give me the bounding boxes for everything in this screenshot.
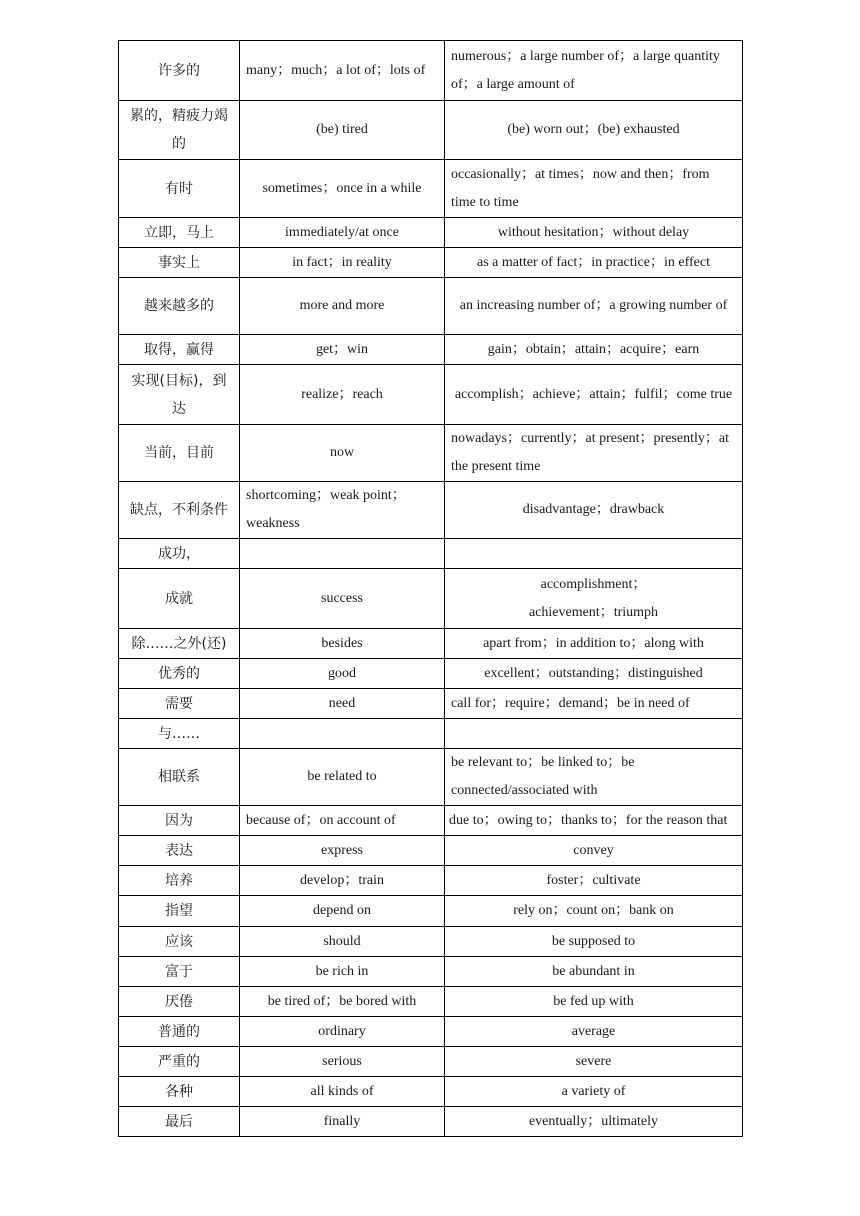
advanced-expression-cell: numerous；a large number of；a large quantity of；a large amount of (445, 41, 743, 101)
table-row (119, 1017, 743, 1047)
chinese-cell: 优秀的 (119, 659, 240, 689)
advanced-expression-cell: average (445, 1017, 743, 1047)
chinese-cell: 最后 (119, 1107, 240, 1137)
table-row (119, 41, 743, 101)
chinese-cell: 越来越多的 (119, 278, 240, 335)
advanced-expression-cell: severe (445, 1047, 743, 1077)
basic-expression-cell: finally (240, 1107, 445, 1137)
basic-expression-cell: immediately/at once (240, 218, 445, 248)
basic-expression-cell (240, 719, 445, 749)
advanced-expression-cell: due to；owing to；thanks to；for the reason that (445, 806, 743, 836)
advanced-expression-cell: without hesitation；without delay (445, 218, 743, 248)
chinese-cell: 表达 (119, 836, 240, 866)
advanced-expression-cell: as a matter of fact；in practice；in effect (445, 248, 743, 278)
document-page (118, 40, 742, 1137)
table-row (119, 248, 743, 278)
advanced-expression-cell (445, 719, 743, 749)
table-row (119, 719, 743, 749)
advanced-expression-cell: nowadays；currently；at present；presently；at the present time (445, 425, 743, 482)
chinese-cell: 相联系 (119, 749, 240, 806)
chinese-cell: 成功， (119, 539, 240, 569)
vocabulary-table (118, 40, 743, 1137)
chinese-cell: 与…… (119, 719, 240, 749)
table-row (119, 278, 743, 335)
table-row (119, 1107, 743, 1137)
basic-expression-cell: should (240, 927, 445, 957)
basic-expression-cell: be related to (240, 749, 445, 806)
basic-expression-cell: all kinds of (240, 1077, 445, 1107)
chinese-cell: 严重的 (119, 1047, 240, 1077)
basic-expression-cell: (be) tired (240, 101, 445, 160)
basic-expression-cell: realize；reach (240, 365, 445, 425)
table-row (119, 987, 743, 1017)
chinese-cell: 富于 (119, 957, 240, 987)
table-row (119, 957, 743, 987)
chinese-cell: 有时 (119, 160, 240, 218)
table-row (119, 539, 743, 569)
basic-expression-cell: many；much；a lot of；lots of (240, 41, 445, 101)
chinese-cell: 成就 (119, 569, 240, 629)
advanced-expression-cell: convey (445, 836, 743, 866)
chinese-cell: 各种 (119, 1077, 240, 1107)
basic-expression-cell: develop；train (240, 866, 445, 896)
table-row (119, 927, 743, 957)
advanced-expression-cell: (be) worn out；(be) exhausted (445, 101, 743, 160)
advanced-expression-cell: be fed up with (445, 987, 743, 1017)
advanced-expression-cell: accomplish；achieve；attain；fulfil；come true (445, 365, 743, 425)
table-row (119, 160, 743, 218)
basic-expression-cell (240, 539, 445, 569)
chinese-cell: 培养 (119, 866, 240, 896)
advanced-expression-cell: accomplishment；achievement；triumph (445, 569, 743, 629)
table-row (119, 335, 743, 365)
advanced-expression-cell: gain；obtain；attain；acquire；earn (445, 335, 743, 365)
advanced-expression-cell: rely on；count on；bank on (445, 896, 743, 927)
table-row (119, 749, 743, 806)
table-row (119, 1077, 743, 1107)
advanced-expression-cell: occasionally；at times；now and then；from time to time (445, 160, 743, 218)
basic-expression-cell: because of；on account of (240, 806, 445, 836)
chinese-cell: 实现(目标)，到达 (119, 365, 240, 425)
table-row (119, 896, 743, 927)
advanced-expression-cell (445, 539, 743, 569)
advanced-expression-cell: an increasing number of；a growing number of (445, 278, 743, 335)
table-row (119, 629, 743, 659)
basic-expression-cell: be rich in (240, 957, 445, 987)
table-row (119, 866, 743, 896)
table-row (119, 482, 743, 539)
advanced-expression-cell: excellent；outstanding；distinguished (445, 659, 743, 689)
chinese-cell: 缺点，不利条件 (119, 482, 240, 539)
basic-expression-cell: more and more (240, 278, 445, 335)
table-row (119, 836, 743, 866)
table-row (119, 365, 743, 425)
basic-expression-cell: need (240, 689, 445, 719)
chinese-cell: 指望 (119, 896, 240, 927)
table-row (119, 659, 743, 689)
advanced-expression-cell: disadvantage；drawback (445, 482, 743, 539)
basic-expression-cell: get；win (240, 335, 445, 365)
basic-expression-cell: shortcoming；weak point；weakness (240, 482, 445, 539)
basic-expression-cell: express (240, 836, 445, 866)
chinese-cell: 除……之外(还) (119, 629, 240, 659)
basic-expression-cell: success (240, 569, 445, 629)
advanced-expression-cell: a variety of (445, 1077, 743, 1107)
basic-expression-cell: ordinary (240, 1017, 445, 1047)
chinese-cell: 当前，目前 (119, 425, 240, 482)
chinese-cell: 事实上 (119, 248, 240, 278)
basic-expression-cell: be tired of；be bored with (240, 987, 445, 1017)
chinese-cell: 立即，马上 (119, 218, 240, 248)
advanced-expression-cell: be abundant in (445, 957, 743, 987)
chinese-cell: 应该 (119, 927, 240, 957)
chinese-cell: 许多的 (119, 41, 240, 101)
table-row (119, 425, 743, 482)
basic-expression-cell: depend on (240, 896, 445, 927)
chinese-cell: 因为 (119, 806, 240, 836)
advanced-expression-cell: foster；cultivate (445, 866, 743, 896)
advanced-expression-cell: eventually；ultimately (445, 1107, 743, 1137)
advanced-expression-cell: call for；require；demand；be in need of (445, 689, 743, 719)
chinese-cell: 取得，赢得 (119, 335, 240, 365)
chinese-cell: 普通的 (119, 1017, 240, 1047)
table-row (119, 806, 743, 836)
basic-expression-cell: good (240, 659, 445, 689)
advanced-expression-cell: apart from；in addition to；along with (445, 629, 743, 659)
chinese-cell: 需要 (119, 689, 240, 719)
advanced-expression-cell: be relevant to；be linked to；be connected/associated with (445, 749, 743, 806)
chinese-cell: 累的，精疲力竭的 (119, 101, 240, 160)
table-row (119, 569, 743, 629)
chinese-cell: 厌倦 (119, 987, 240, 1017)
table-row (119, 218, 743, 248)
basic-expression-cell: now (240, 425, 445, 482)
basic-expression-cell: serious (240, 1047, 445, 1077)
basic-expression-cell: besides (240, 629, 445, 659)
basic-expression-cell: sometimes；once in a while (240, 160, 445, 218)
table-row (119, 689, 743, 719)
basic-expression-cell: in fact；in reality (240, 248, 445, 278)
table-row (119, 1047, 743, 1077)
advanced-expression-cell: be supposed to (445, 927, 743, 957)
table-row (119, 101, 743, 160)
